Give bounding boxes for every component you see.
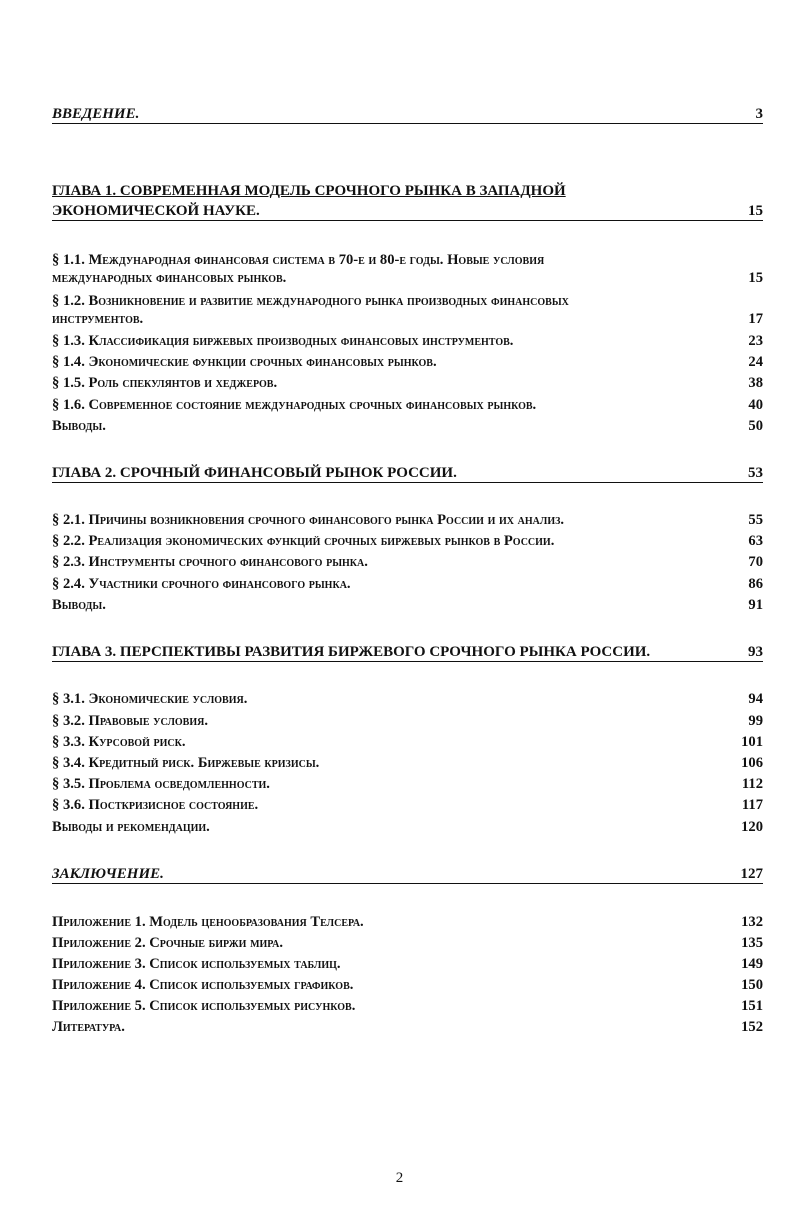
toc-entry-text: § 2.2. Реализация экономических функций срочных биржевых рынков в России. xyxy=(52,533,555,549)
toc-conclusion[interactable] xyxy=(52,864,763,884)
toc-entry-text: § 3.3. Курсовой риск. xyxy=(52,734,186,750)
toc-entry-text: § 1.1. Международная финансовая система в 70-е и 80-е годы. Новые условия международных финансовых рынков. xyxy=(52,252,545,286)
toc-chapter-2[interactable] xyxy=(52,463,763,483)
toc-entry-text: § 3.4. Кредитный риск. Биржевые кризисы. xyxy=(52,755,320,771)
toc-entry-page: 106 xyxy=(741,755,763,771)
toc-entry-text: Приложение 4. Список используемых графиков. xyxy=(52,977,354,993)
chapter-1-title-line2: ЭКОНОМИЧЕСКОЙ НАУКЕ. xyxy=(52,203,260,219)
toc-entry-3-3[interactable] xyxy=(52,733,763,751)
toc-entry-text: Выводы. xyxy=(52,597,106,613)
toc-intro-page: 3 xyxy=(755,106,763,122)
toc-entry-page: 17 xyxy=(748,311,763,327)
toc-entry-text: § 2.4. Участники срочного финансового рынка. xyxy=(52,576,351,592)
toc-entry-text: Выводы. xyxy=(52,418,106,434)
toc-entry-2-2[interactable] xyxy=(52,532,763,550)
toc-entry-page: 23 xyxy=(748,333,763,349)
chapter-3-underline xyxy=(52,661,763,662)
toc-entry-page: 86 xyxy=(748,576,763,592)
toc-entry-2-4[interactable] xyxy=(52,575,763,593)
toc-entry-text: Приложение 1. Модель ценообразования Телсера. xyxy=(52,914,364,930)
toc-entry-text: § 3.5. Проблема осведомленности. xyxy=(52,776,270,792)
toc-entry-text: Приложение 5. Список используемых рисунков. xyxy=(52,998,356,1014)
toc-entry-page: 40 xyxy=(748,397,763,413)
toc-entry-3-1[interactable] xyxy=(52,690,763,708)
toc-entry-page: 151 xyxy=(741,998,763,1014)
toc-entry-page: 149 xyxy=(741,956,763,972)
toc-entry-1-1[interactable] xyxy=(52,251,763,287)
toc-entry-1-2[interactable] xyxy=(52,292,763,328)
toc-entry-3-conclusions[interactable] xyxy=(52,818,763,836)
chapter-3-page: 93 xyxy=(748,644,763,660)
toc-intro-title: ВВЕДЕНИЕ. xyxy=(52,106,140,122)
toc-entry-text: § 3.1. Экономические условия. xyxy=(52,691,248,707)
toc-entry-text: Выводы и рекомендации. xyxy=(52,819,210,835)
toc-entry-page: 15 xyxy=(748,270,763,286)
toc-entry-text: § 1.3. Классификация биржевых производных финансовых инструментов. xyxy=(52,333,514,349)
chapter-2-underline xyxy=(52,482,763,483)
toc-intro[interactable] xyxy=(52,104,763,124)
toc-entry-3-6[interactable] xyxy=(52,796,763,814)
toc-entry-page: 24 xyxy=(748,354,763,370)
toc-appendix-4[interactable] xyxy=(52,976,763,994)
toc-appendix-2[interactable] xyxy=(52,934,763,952)
page-number: 2 xyxy=(395,1170,404,1186)
chapter-2-page: 53 xyxy=(748,465,763,481)
toc-intro-underline xyxy=(52,123,763,124)
toc-entry-text: § 3.6. Посткризисное состояние. xyxy=(52,797,259,813)
toc-entry-2-3[interactable] xyxy=(52,553,763,571)
toc-entry-page: 150 xyxy=(741,977,763,993)
toc-entry-page: 91 xyxy=(748,597,763,613)
toc-entry-1-4[interactable] xyxy=(52,353,763,371)
toc-entry-1-5[interactable] xyxy=(52,374,763,392)
toc-entry-page: 117 xyxy=(741,797,763,813)
chapter-1-title-line1: ГЛАВА 1. СОВРЕМЕННАЯ МОДЕЛЬ СРОЧНОГО РЫНКА В ЗАПАДНОЙ xyxy=(52,183,566,199)
toc-entry-text: § 1.5. Роль спекулянтов и хеджеров. xyxy=(52,375,278,391)
toc-entry-page: 101 xyxy=(741,734,763,750)
toc-chapter-3[interactable] xyxy=(52,642,763,662)
toc-entry-3-4[interactable] xyxy=(52,754,763,772)
toc-entry-text: Приложение 3. Список используемых таблиц. xyxy=(52,956,341,972)
toc-entry-2-conclusions[interactable] xyxy=(52,596,763,614)
toc-entry-page: 63 xyxy=(748,533,763,549)
toc-conclusion-title: ЗАКЛЮЧЕНИЕ. xyxy=(52,866,164,882)
toc-entry-1-conclusions[interactable] xyxy=(52,417,763,435)
toc-entry-text: § 3.2. Правовые условия. xyxy=(52,713,209,729)
toc-conclusion-underline xyxy=(52,883,763,884)
toc-entry-page: 55 xyxy=(748,512,763,528)
toc-entry-page: 99 xyxy=(748,713,763,729)
toc-entry-page: 50 xyxy=(748,418,763,434)
toc-entry-page: 112 xyxy=(741,776,763,792)
toc-chapter-1[interactable] xyxy=(52,181,763,221)
toc-appendix-5[interactable] xyxy=(52,997,763,1015)
toc-literature[interactable] xyxy=(52,1018,763,1036)
chapter-1-underline xyxy=(52,220,763,221)
toc-entry-text: Литература. xyxy=(52,1019,125,1035)
toc-appendix-3[interactable] xyxy=(52,955,763,973)
toc-entry-page: 70 xyxy=(748,554,763,570)
chapter-3-title: ГЛАВА 3. ПЕРСПЕКТИВЫ РАЗВИТИЯ БИРЖЕВОГО СРОЧНОГО РЫНКА РОССИИ. xyxy=(52,644,651,660)
toc-entry-page: 94 xyxy=(748,691,763,707)
toc-entry-text: § 1.6. Современное состояние международных срочных финансовых рынков. xyxy=(52,397,537,413)
toc-entry-2-1[interactable] xyxy=(52,511,763,529)
toc-conclusion-page: 127 xyxy=(740,866,763,882)
toc-entry-text: § 1.2. Возникновение и развитие международного рынка производных финансовых инструментов. xyxy=(52,293,569,327)
toc-entry-1-6[interactable] xyxy=(52,396,763,414)
toc-entry-1-3[interactable] xyxy=(52,332,763,350)
toc-entry-text: § 2.3. Инструменты срочного финансового рынка. xyxy=(52,554,368,570)
toc-entry-text: § 1.4. Экономические функции срочных финансовых рынков. xyxy=(52,354,437,370)
toc-entry-page: 132 xyxy=(741,914,763,930)
toc-entry-3-5[interactable] xyxy=(52,775,763,793)
toc-entry-page: 135 xyxy=(741,935,763,951)
toc-entry-text: Приложение 2. Срочные биржи мира. xyxy=(52,935,283,951)
chapter-1-page: 15 xyxy=(748,203,763,219)
toc-entry-page: 120 xyxy=(741,819,763,835)
toc-entry-3-2[interactable] xyxy=(52,712,763,730)
toc-entry-text: § 2.1. Причины возникновения срочного финансового рынка России и их анализ. xyxy=(52,512,565,528)
toc-entry-page: 38 xyxy=(748,375,763,391)
toc-appendix-1[interactable] xyxy=(52,913,763,931)
toc-entry-page: 152 xyxy=(741,1019,763,1035)
chapter-2-title: ГЛАВА 2. СРОЧНЫЙ ФИНАНСОВЫЙ РЫНОК РОССИИ. xyxy=(52,465,457,481)
